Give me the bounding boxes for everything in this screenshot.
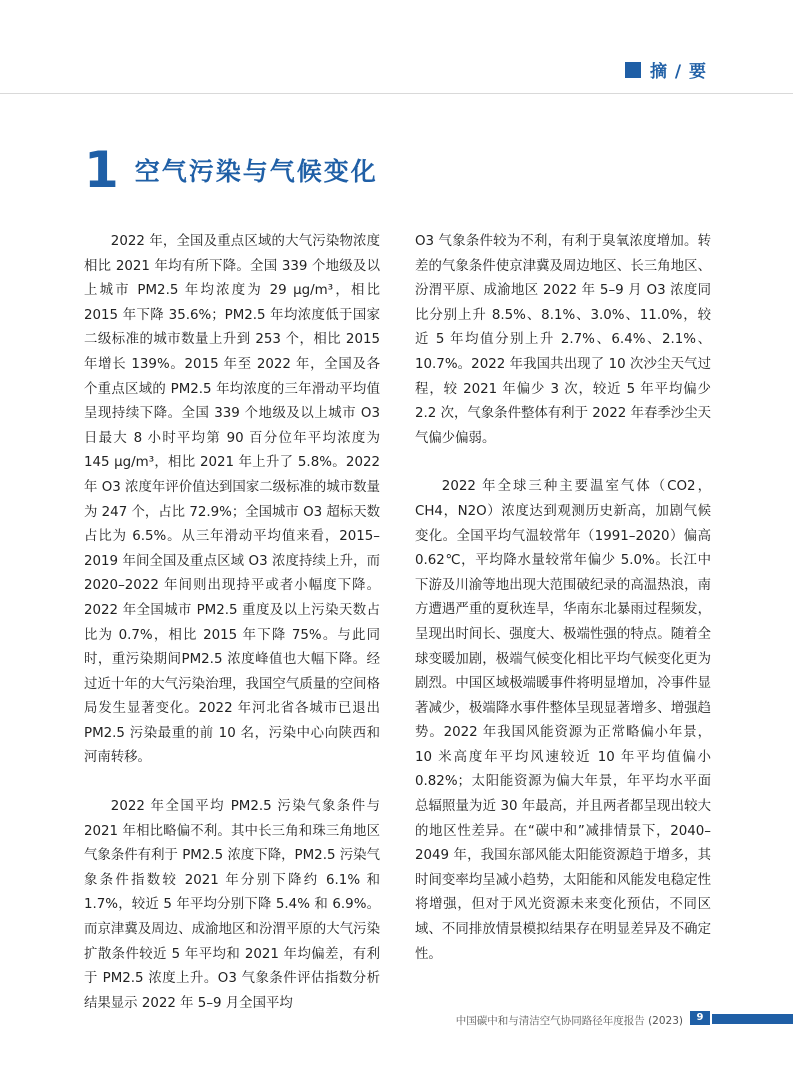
section-marker — [625, 62, 641, 78]
left-column — [84, 230, 380, 1040]
paragraph: 2022 年，全国及重点区域的大气污染物浓度相比 2021 年均有所下降。全国 339 个地级及以上城市 PM2.5 年均浓度为 29 μg/m³，相比 2015 年下降 35.6%；PM2.5 年均浓度低于国家二级标准的城市数量上升到 253 个，相比 2015 年增长 139%。2015 年至 2022 年，全国及各个重点区域的 PM2.5 年均浓度的三年滑动平均值呈现持续下降。全国 339 个地级及以上城市 O3 日最大 8 小时平均第 90 百分位年平均浓度为 145 μg/m³，相比 2021 年上升了 5.8%。2022 年 O3 浓度年评价值达到国家二级标准的城市数量为 247 个，占比 72.9%；全国城市 O3 超标天数占比为 6.5%。从三年滑动平均值来看，2015–2019 年间全国及重点区域 O3 浓度持续上升，而 2020–2022 年间则出现持平或者小幅度下降。2022 年全国城市 PM2.5 重度及以上污染天数占比为 0.7%，相比 2015 年下降 75%。与此同时，重污染期间PM2.5 浓度峰值也大幅下降。经过近十年的大气污染治理，我国空气质量的空间格局发生显著变化。2022 年河北省各城市已退出 PM2.5 污染最重的前 10 名，污染中心向陕西和河南转移。 — [84, 234, 380, 766]
footer-report-title: 中国碳中和与清洁空气协同路径年度报告 (2023) — [455, 1015, 683, 1027]
chapter-title: 空气污染与气候变化 — [134, 157, 378, 186]
section-label: 摘 / 要 — [649, 62, 707, 82]
header-divider — [0, 93, 793, 94]
paragraph: O3 气象条件较为不利，有利于臭氧浓度增加。转差的气象条件使京津冀及周边地区、长三角地区、汾渭平原、成渝地区 2022 年 5–9 月 O3 浓度同比分别上升 8.5%、8.1%、3.0%、11.0%，较近 5 年均值分别上升 2.7%、6.4%、2.1%、10.7%。2022 年我国共出现了 10 次沙尘天气过程，较 2021 年偏少 3 次，较近 5 年平均偏少 2.2 次，气象条件整体有利于 2022 年春季沙尘天气偏少偏弱。 — [415, 234, 711, 446]
footer-bar — [712, 1014, 793, 1024]
chapter-heading — [84, 141, 378, 199]
paragraph: 2022 年全球三种主要温室气体（CO2，CH4，N2O）浓度达到观测历史新高，加剧气候变化。全国平均气温较常年（1991–2020）偏高 0.62℃，平均降水量较常年偏少 5.0%。长江中下游及川渝等地出现大范围破纪录的高温热浪，南方遭遇严重的夏秋连旱，华南东北暴雨过程频发，呈现出时间长、强度大、极端性强的特点。随着全球变暖加剧，极端气候变化相比平均气候变化更为剧烈。中国区域极端暖事件将明显增加，冷事件显著减少，极端降水事件整体呈现显著增多、增强趋势。2022 年我国风能资源为正常略偏小年景，10 米高度年平均风速较近 10 年平均值偏小 0.82%；太阳能资源为偏大年景，年平均水平面总辐照量为近 30 年最高，并且两者都呈现出较大的地区性差异。在“碳中和”减排情景下，2040–2049 年，我国东部风能太阳能资源趋于增多，其时间变率均呈减小趋势，太阳能和风能发电稳定性将增强，但对于风光资源未来变化预估，不同区域、不同排放情景模拟结果存在明显差异及不确定性。 — [415, 479, 711, 962]
section-header — [625, 57, 707, 82]
page-number: 9 — [690, 1011, 710, 1025]
chapter-number: 1 — [84, 141, 119, 199]
paragraph: 2022 年全国平均 PM2.5 污染气象条件与 2021 年相比略偏不利。其中长三角和珠三角地区气象条件有利于 PM2.5 浓度下降，PM2.5 污染气象条件指数较 2021 年分别下降约 6.1% 和 1.7%，较近 5 年平均分别下降 5.4% 和 6.9%。而京津冀及周边、成渝地区和汾渭平原的大气污染扩散条件较近 5 年平均和 2021 年均偏差，有利于 PM2.5 浓度上升。O3 气象条件评估指数分析结果显示 2022 年 5–9 月全国平均 — [84, 799, 380, 1011]
right-column — [415, 230, 711, 991]
